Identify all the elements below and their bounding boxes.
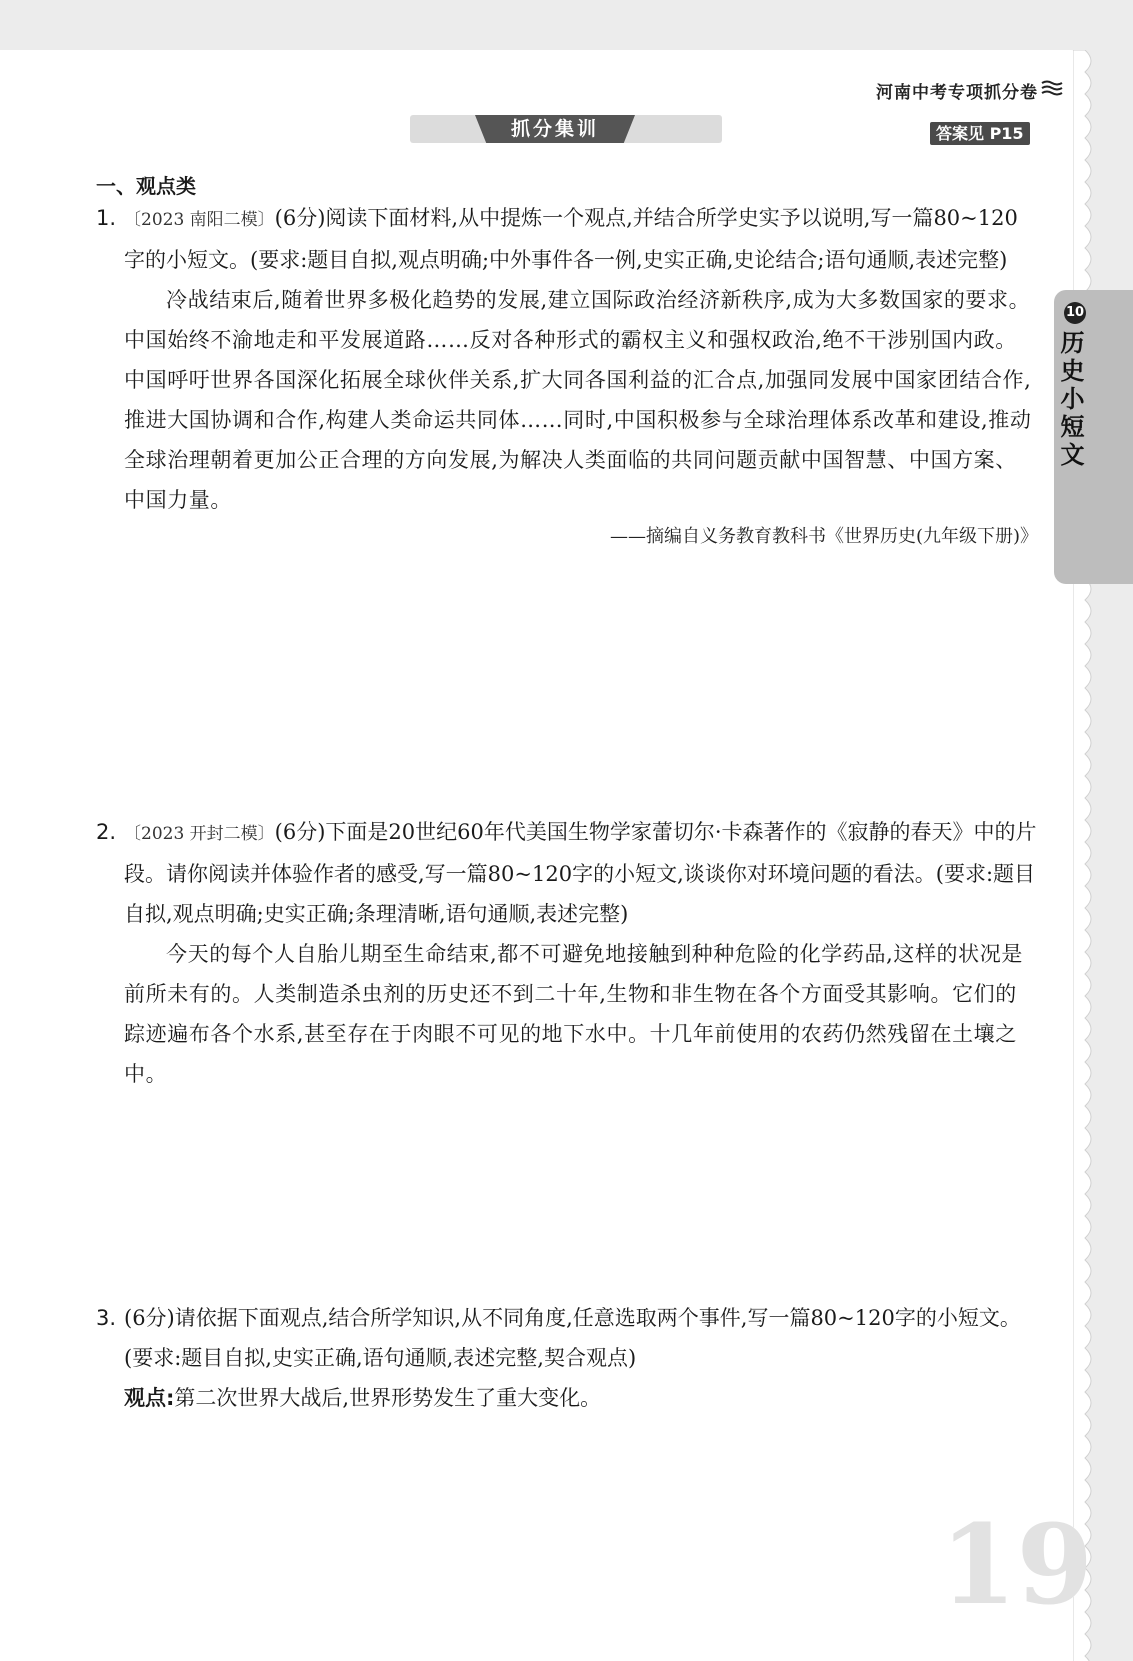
viewpoint — [124, 1378, 1038, 1418]
waves-icon — [1041, 80, 1063, 96]
banner-title: 抓分集训 — [510, 118, 599, 140]
viewpoint-text: 第二次世界大战后,世界形势发生了重大变化。 — [174, 1386, 602, 1410]
question-number: 3. — [96, 1306, 117, 1330]
question-prompt — [124, 1298, 1038, 1378]
section-banner — [410, 115, 722, 143]
question-text: (6分)阅读下面材料,从中提炼一个观点,并结合所学史实予以说明,写一篇80~120字的小短文。(要求:题目自拟,观点明确;中外事件各一例,史实正确,史论结合;语句通顺,表述完整) — [124, 206, 1018, 272]
chapter-number-badge: 10 — [1064, 302, 1086, 324]
page-number: 19 — [940, 1500, 1094, 1629]
question-source: 〔2023 南阳二模〕 — [124, 210, 275, 230]
question-prompt — [124, 812, 1038, 934]
reading-material: 冷战结束后,随着世界多极化趋势的发展,建立国际政治经济新秩序,成为大多数国家的要求。中国始终不渝地走和平发展道路……反对各种形式的霸权主义和强权政治,绝不干涉别国内政。中国呼吁世界各国深化拓展全球伙伴关系,扩大同各国利益的汇合点,加强同发展中国家团结合作,推进大国协调和合作,构建人类命运共同体……同时,中国积极参与全球治理体系改革和建设,推动全球治理朝着更加公正合理的方向发展,为解决人类面临的共同问题贡献中国智慧、中国方案、中国力量。 — [124, 288, 1032, 512]
question-1 — [96, 198, 1038, 554]
question-number: 2. — [96, 820, 117, 844]
question-3 — [96, 1298, 1038, 1418]
question-text: (6分)请依据下面观点,结合所学知识,从不同角度,任意选取两个事件,写一篇80~120字的小短文。(要求:题目自拟,史实正确,语句通顺,表述完整,契合观点) — [124, 1306, 1021, 1370]
question-number: 1. — [96, 206, 117, 230]
series-title: 河南中考专项抓分卷 — [876, 83, 1038, 103]
section-heading: 一、观点类 — [96, 174, 196, 198]
question-prompt — [124, 198, 1038, 280]
chapter-title: 历史小短文 — [1056, 330, 1084, 470]
viewpoint-label: 观点: — [124, 1386, 175, 1410]
question-2 — [96, 812, 1038, 1094]
material-citation: ——摘编自义务教育教科书《世界历史(九年级下册)》 — [609, 526, 1038, 547]
question-text: (6分)下面是20世纪60年代美国生物学家蕾切尔·卡森著作的《寂静的春天》中的片段。请你阅读并体验作者的感受,写一篇80~120字的小短文,谈谈你对环境问题的看法。(要求:题目自拟,观点明确;史实正确;条理清晰,语句通顺,表述完整) — [124, 820, 1037, 926]
question-source: 〔2023 开封二模〕 — [124, 824, 275, 844]
answer-reference-badge: 答案见 P15 — [930, 122, 1030, 145]
reading-material: 今天的每个人自胎儿期至生命结束,都不可避免地接触到种种危险的化学药品,这样的状况是前所未有的。人类制造杀虫剂的历史还不到二十年,生物和非生物在各个方面受其影响。它们的踪迹遍布各个水系,甚至存在于肉眼不可见的地下水中。十几年前使用的农药仍然残留在土壤之中。 — [124, 942, 1023, 1086]
